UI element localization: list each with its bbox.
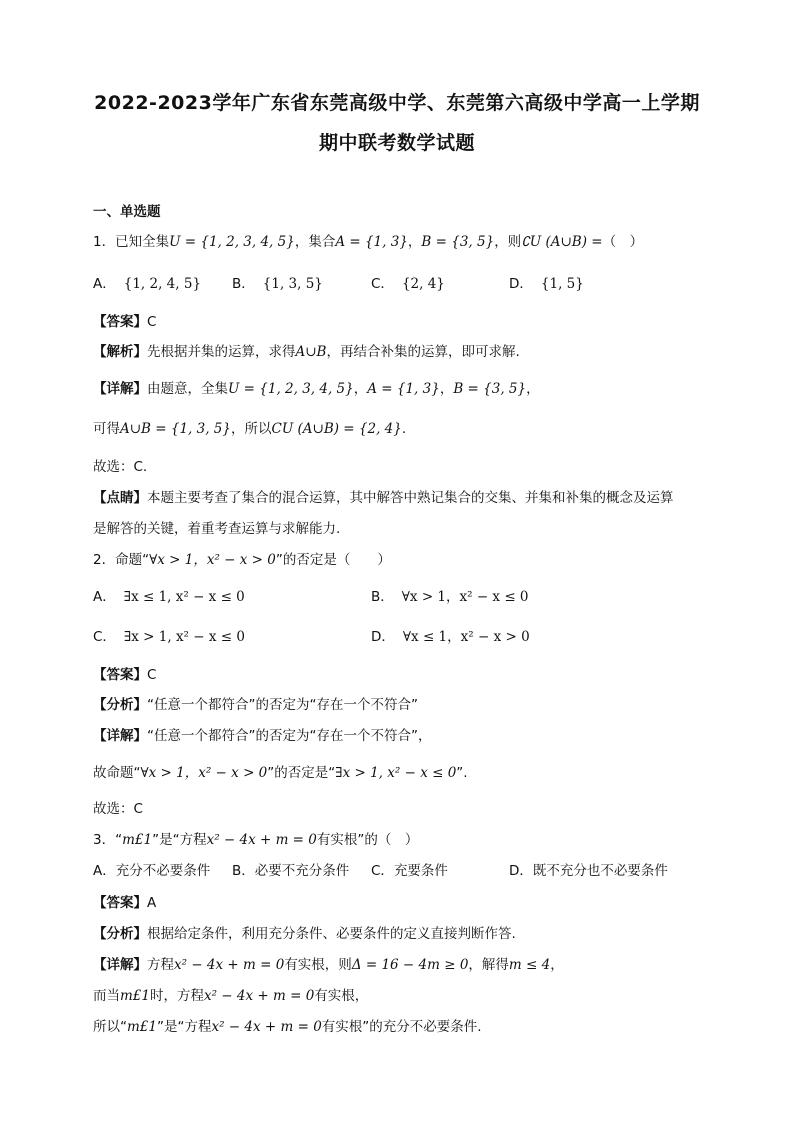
q2-option-c	[93, 627, 245, 647]
analysis-expr: A∪B	[295, 344, 327, 360]
answer-value: A	[147, 895, 157, 911]
detail-expr: m£1	[127, 1019, 157, 1035]
detail-expr: m ≤ 4	[508, 957, 551, 973]
detail-text: ，	[526, 381, 540, 397]
detail-text: 由题意，全集	[147, 381, 228, 397]
q1-comment-line-2: 是解答的关键，着重考查运算与求解能力.	[93, 521, 341, 537]
detail-expr: x² − 4x + m = 0	[203, 988, 315, 1004]
q3-stem-text: 有实根”的（ ）	[316, 832, 419, 848]
q2-answer	[93, 665, 156, 685]
analysis-tag: 【分析】	[93, 697, 147, 713]
analysis-tag: 【解析】	[93, 344, 147, 360]
option-label: A．	[93, 863, 116, 879]
answer-tag: 【答案】	[93, 667, 147, 683]
detail-text: “任意一个都符合”的否定为“存在一个不符合”，	[147, 728, 432, 744]
analysis-tag: 【分析】	[93, 926, 147, 942]
q1-option-d	[509, 274, 584, 294]
detail-text: 故命题“	[93, 765, 141, 781]
option-value: {1, 3, 5}	[262, 276, 323, 292]
option-label: C．	[371, 863, 394, 879]
detail-expr: ∃x > 1, x² − x ≤ 0	[335, 765, 457, 781]
q3-option-d	[509, 861, 668, 881]
detail-text: 方程	[147, 957, 174, 973]
detail-text: 时，方程	[149, 988, 204, 1004]
q2-stem-text: 2．命题“	[93, 552, 150, 568]
q1-stem	[93, 232, 643, 252]
option-value: ∀x ≤ 1，x² − x > 0	[402, 629, 530, 645]
q1-choose: 故选：C.	[93, 459, 148, 475]
answer-tag: 【答案】	[93, 314, 147, 330]
q1-stem-text: ，	[407, 234, 422, 250]
analysis-text: 根据给定条件，利用充分条件、必要条件的定义直接判断作答.	[147, 926, 516, 942]
q3-option-c	[371, 861, 448, 881]
q2-detail-line-2	[93, 763, 468, 783]
analysis-text: 先根据并集的运算，求得	[147, 344, 296, 360]
q2-proposition-expr: ∀x > 1，x² − x > 0	[149, 552, 276, 568]
comment-tag: 【点睛】	[93, 490, 147, 506]
detail-expr: CU (A∪B) = {2, 4}	[271, 421, 402, 437]
answer-tag: 【答案】	[93, 895, 147, 911]
detail-expr: A∪B = {1, 3, 5}	[120, 421, 231, 437]
q1-detail	[93, 379, 540, 399]
detail-text: ，所以	[231, 421, 272, 437]
detail-text: 有实根”的充分不必要条件.	[321, 1019, 482, 1035]
q1-stem-text: ，集合	[294, 234, 336, 250]
q2-detail	[93, 726, 431, 746]
option-value: 充要条件	[393, 863, 448, 879]
q1-complement-expr: ∁U (A∪B) =	[521, 234, 603, 250]
analysis-text: “任意一个都符合”的否定为“存在一个不符合”	[147, 697, 418, 713]
option-label: B．	[371, 589, 394, 605]
option-value: 充分不必要条件	[115, 863, 211, 879]
q1-answer	[93, 312, 156, 332]
detail-text: ，	[353, 381, 368, 397]
q3-stem	[93, 830, 418, 850]
document-title-line-1: 2022-2023学年广东省东莞高级中学、东莞第六高级中学高一上学期	[94, 92, 700, 114]
q2-choose: 故选：C	[93, 801, 143, 817]
analysis-text: ，再结合补集的运算，即可求解.	[326, 344, 520, 360]
section-heading: 一、单选题	[93, 204, 161, 220]
q1-comment	[93, 488, 674, 508]
option-label: B．	[232, 276, 255, 292]
q3-option-b	[232, 861, 349, 881]
q3-analysis	[93, 924, 516, 944]
detail-tag: 【详解】	[93, 381, 147, 397]
q3-stem-text: ”是“方程	[152, 832, 207, 848]
option-value: ∀x > 1，x² − x ≤ 0	[401, 589, 529, 605]
q1-stem-text: 1．已知全集	[93, 234, 170, 250]
option-label: B．	[232, 863, 255, 879]
document-title-line-2: 期中联考数学试题	[318, 132, 475, 154]
q1-option-a	[93, 274, 201, 294]
option-label: D．	[509, 276, 533, 292]
detail-text: .	[401, 421, 407, 437]
detail-expr: Δ = 16 − 4m ≥ 0	[351, 957, 469, 973]
q2-stem	[93, 550, 391, 570]
detail-expr: ∀x > 1，x² − x > 0	[140, 765, 268, 781]
q3-answer	[93, 893, 156, 913]
option-label: C．	[93, 629, 116, 645]
detail-text: ”的否定是“	[267, 765, 336, 781]
detail-expr: A = {1, 3}	[367, 381, 440, 397]
q1-set-b: B = {3, 5}	[421, 234, 495, 250]
option-label: A．	[93, 589, 116, 605]
option-value: {1, 5}	[540, 276, 584, 292]
q1-stem-text: （ ）	[602, 234, 644, 250]
detail-expr: x² − 4x + m = 0	[211, 1019, 322, 1035]
detail-text: 有实根，则	[284, 957, 352, 973]
option-label: C．	[371, 276, 394, 292]
option-value: {1, 2, 4, 5}	[123, 276, 202, 292]
comment-text: 本题主要考查了集合的混合运算，其中解答中熟记集合的交集、并集和补集的概念及运算	[147, 490, 674, 506]
q3-option-a	[93, 861, 210, 881]
q2-option-d	[371, 627, 530, 647]
detail-text: 有实根，	[314, 988, 369, 1004]
detail-text: ，	[439, 381, 454, 397]
q2-stem-text: ”的否定是（ ）	[275, 552, 391, 568]
option-value: 必要不充分条件	[254, 863, 350, 879]
option-value: ∃x ≤ 1, x² − x ≤ 0	[123, 589, 245, 605]
q1-universal-set: U = {1, 2, 3, 4, 5}	[169, 234, 295, 250]
q3-detail-line-2	[93, 986, 368, 1006]
q2-analysis	[93, 695, 418, 715]
detail-text: 而当	[93, 988, 120, 1004]
q1-analysis	[93, 342, 520, 362]
q1-stem-text: ，则	[494, 234, 522, 250]
detail-text: ，解得	[468, 957, 509, 973]
q2-option-b	[371, 587, 529, 607]
q1-set-a: A = {1, 3}	[335, 234, 408, 250]
detail-text: 可得	[93, 421, 120, 437]
q1-option-c	[371, 274, 445, 294]
detail-text: 所以“	[93, 1019, 127, 1035]
option-label: D．	[509, 863, 533, 879]
detail-expr: x² − 4x + m = 0	[174, 957, 285, 973]
option-value: 既不充分也不必要条件	[532, 863, 668, 879]
option-label: A．	[93, 276, 116, 292]
q3-detail	[93, 955, 564, 975]
detail-text: ，	[550, 957, 564, 973]
q1-option-b	[232, 274, 323, 294]
q1-detail-line-2	[93, 419, 406, 439]
q3-detail-line-3	[93, 1017, 482, 1037]
detail-expr: m£1	[120, 988, 150, 1004]
answer-value: C	[147, 667, 157, 683]
detail-tag: 【详解】	[93, 957, 147, 973]
detail-text: ”是“方程	[156, 1019, 212, 1035]
answer-value: C	[147, 314, 157, 330]
option-value: ∃x > 1, x² − x ≤ 0	[123, 629, 245, 645]
q2-option-a	[93, 587, 245, 607]
q3-condition-expr: m£1	[122, 832, 153, 848]
detail-tag: 【详解】	[93, 728, 147, 744]
option-label: D．	[371, 629, 395, 645]
detail-text: ”.	[456, 765, 468, 781]
detail-expr: U = {1, 2, 3, 4, 5}	[228, 381, 354, 397]
q3-equation-expr: x² − 4x + m = 0	[206, 832, 317, 848]
option-value: {2, 4}	[401, 276, 445, 292]
detail-expr: B = {3, 5}	[453, 381, 527, 397]
q3-stem-text: 3．“	[93, 832, 123, 848]
